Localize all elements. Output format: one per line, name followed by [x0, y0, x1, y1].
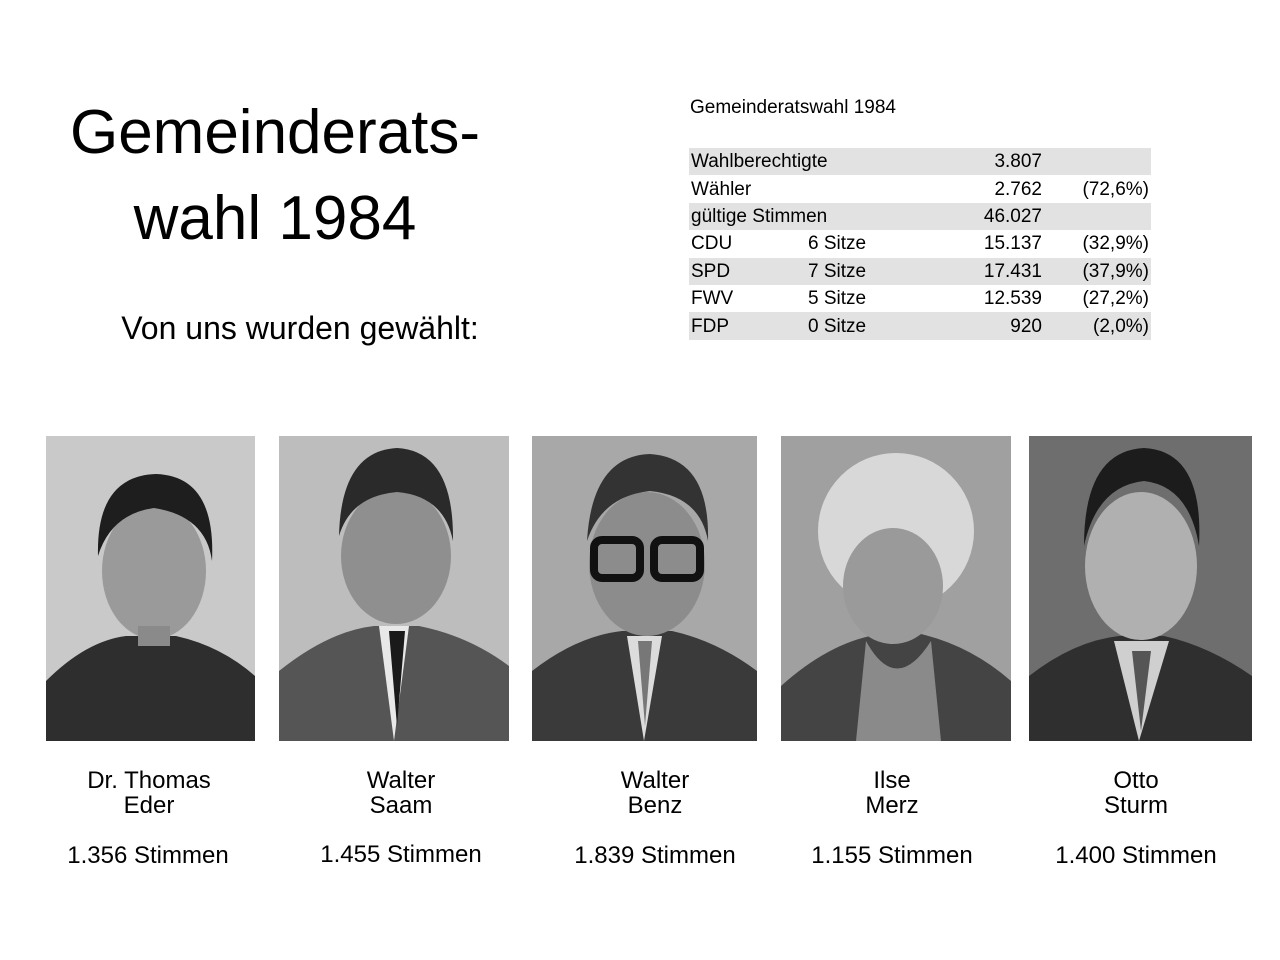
row-percent: (72,6%)	[1082, 178, 1149, 200]
candidate-photo-benz	[532, 436, 757, 741]
candidate-last-name: Eder	[123, 792, 175, 819]
row-value: 920	[920, 312, 1044, 339]
row-percent: (37,9%)	[1044, 258, 1151, 285]
candidate-last-name: Benz	[627, 792, 683, 819]
portrait-icon	[781, 436, 1011, 741]
row-label: Wähler	[691, 178, 752, 200]
candidate-votes-saam: 1.455 Stimmen	[320, 841, 482, 868]
row-label: FWV	[691, 288, 734, 310]
candidate-first-name: Dr. Thomas	[87, 767, 211, 794]
row-value: 3.807	[920, 148, 1044, 175]
results-table-caption: Gemeinderatswahl 1984	[690, 97, 896, 118]
portrait-icon	[532, 436, 757, 741]
title-line-1: Gemeinderats-	[69, 98, 481, 167]
row-value: 2.762	[994, 178, 1042, 200]
portrait-icon	[1029, 436, 1252, 741]
table-row	[689, 148, 1151, 175]
candidate-first-name: Ilse	[873, 767, 911, 794]
candidate-name-benz	[535, 768, 775, 818]
row-label: FDP	[689, 312, 806, 339]
table-row	[689, 175, 1151, 202]
candidate-name-sturm	[1016, 768, 1256, 818]
candidate-last-name: Sturm	[1103, 792, 1168, 819]
candidate-votes-merz: 1.155 Stimmen	[811, 842, 973, 869]
row-label: gültige Stimmen	[689, 203, 920, 230]
row-value: 46.027	[920, 203, 1044, 230]
row-label: SPD	[689, 258, 806, 285]
portrait-icon	[279, 436, 509, 741]
title-line-2: wahl 1984	[133, 184, 417, 253]
table-row	[689, 258, 1151, 285]
row-label: Wahlberechtigte	[689, 148, 920, 175]
row-percent: (27,2%)	[1082, 288, 1149, 310]
page-title	[40, 90, 510, 262]
results-table	[689, 148, 1151, 340]
row-percent	[1044, 203, 1151, 230]
row-seats: 5 Sitze	[808, 288, 867, 310]
candidate-name-saam	[281, 768, 521, 818]
candidate-last-name: Saam	[369, 792, 433, 819]
row-label: CDU	[691, 233, 733, 255]
subtitle: Von uns wurden gewählt:	[121, 310, 479, 346]
candidate-votes-benz: 1.839 Stimmen	[574, 842, 736, 869]
row-percent	[1044, 148, 1151, 175]
candidate-votes-eder: 1.356 Stimmen	[67, 842, 229, 869]
row-percent: (32,9%)	[1082, 233, 1149, 255]
candidate-name-eder	[29, 768, 269, 818]
table-row	[689, 312, 1151, 339]
table-row	[689, 203, 1151, 230]
row-seats: 7 Sitze	[806, 258, 920, 285]
candidate-first-name: Otto	[1113, 767, 1159, 794]
row-seats: 6 Sitze	[808, 233, 867, 255]
portrait-icon	[46, 436, 255, 741]
candidate-first-name: Walter	[620, 767, 690, 794]
row-value: 17.431	[920, 258, 1044, 285]
table-row	[689, 230, 1151, 257]
row-percent: (2,0%)	[1044, 312, 1151, 339]
row-value: 15.137	[983, 233, 1042, 255]
candidate-votes-sturm: 1.400 Stimmen	[1055, 842, 1217, 869]
table-row	[689, 285, 1151, 312]
candidate-photo-eder	[46, 436, 255, 741]
candidate-name-merz	[772, 768, 1012, 818]
candidate-photo-merz	[781, 436, 1011, 741]
row-seats: 0 Sitze	[806, 312, 920, 339]
row-value: 12.539	[983, 288, 1042, 310]
candidate-last-name: Merz	[865, 792, 919, 819]
candidate-photo-sturm	[1029, 436, 1252, 741]
candidate-first-name: Walter	[366, 767, 436, 794]
candidate-photo-saam	[279, 436, 509, 741]
